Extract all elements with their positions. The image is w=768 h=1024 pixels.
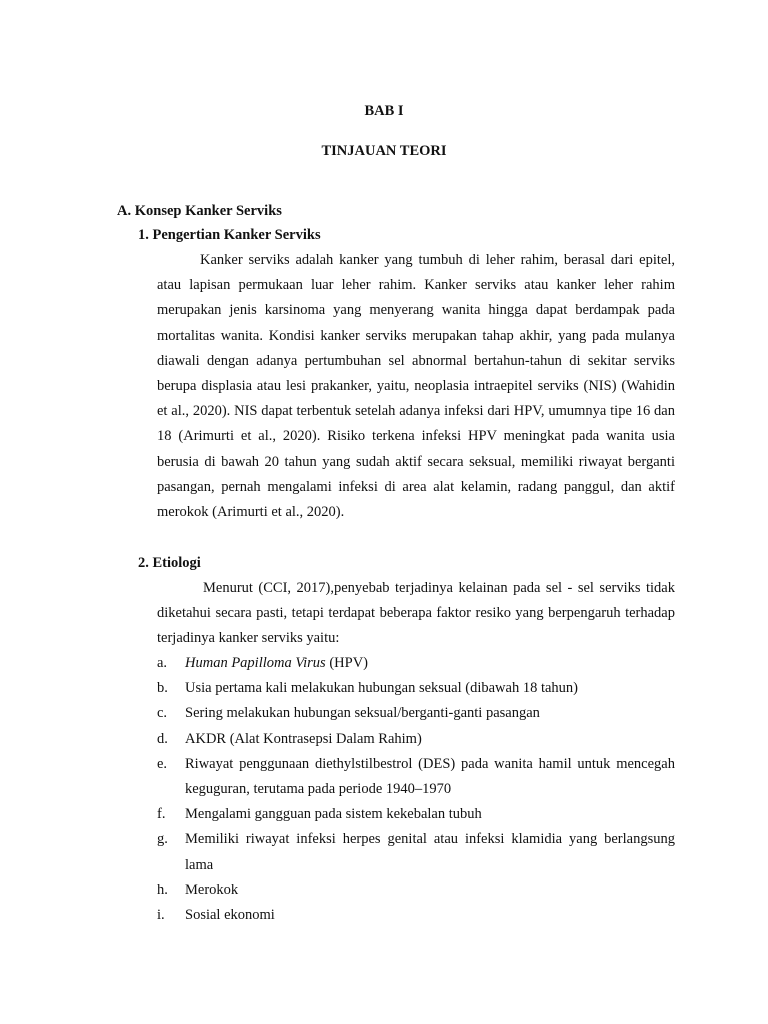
chapter-label: BAB I: [364, 103, 404, 119]
definition-paragraph: Kanker serviks adalah kanker yang tumbuh di leher rahim, berasal dari epitel, atau lapisan permukaan luar leher rahim. Kanker serviks atau kanker leher rahim merupakan jenis karsinoma yang menyerang wanita hingga dapat berdampak pada mortalitas wanita. Kondisi kanker serviks merupakan tahap akhir, yang pada mulanya diawali dengan adanya pertumbuhan sel abnormal bertahun-tahun di sekitar serviks berupa displasia atau lesi prakanker, yaitu, neoplasia intraepitel serviks (NIS) (Wahidin et al., 2020). NIS dapat terbentuk setelah adanya infeksi dari HPV, umumnya tipe 16 dan 18 (Arimurti et al., 2020). Risiko terkena infeksi HPV meningkat pada wanita usia berusia di bawah 20 tahun yang sudah aktif secara seksual, memiliki riwayat berganti pasangan, pernah mengalami infeksi di area alat kelamin, radang panggul, dan aktif merokok (Arimurti et al., 2020).: [157, 252, 675, 521]
list-item-text: AKDR (Alat Kontrasepsi Dalam Rahim): [185, 730, 422, 747]
list-item-text: Sosial ekonomi: [185, 907, 275, 924]
list-marker: a.: [157, 655, 168, 671]
list-marker: g.: [157, 831, 168, 848]
list-item: [157, 651, 675, 676]
list-marker: i.: [157, 907, 165, 924]
list-marker: d.: [157, 730, 168, 747]
list-marker: c.: [157, 705, 168, 722]
list-marker: b.: [157, 680, 168, 697]
list-item: [157, 903, 675, 928]
list-item-text: Usia pertama kali melakukan hubungan seksual (dibawah 18 tahun): [185, 680, 578, 697]
list-item: [157, 701, 675, 726]
list-item: [157, 752, 675, 802]
list-item: [157, 676, 675, 701]
etiology-paragraph: Menurut (CCI, 2017),penyebab terjadinya kelainan pada sel - sel serviks tidak diketahui secara pasti, tetapi terdapat beberapa faktor resiko yang berpengaruh terhadap terjadinya kanker serviks yaitu:: [157, 580, 675, 647]
list-marker: h.: [157, 881, 168, 898]
risk-factor-list: [157, 651, 675, 928]
chapter-title: TINJAUAN TEORI: [321, 143, 447, 159]
subsection-1-heading: 1. Pengertian Kanker Serviks: [138, 227, 321, 243]
list-item-suffix: (HPV): [325, 655, 368, 671]
list-item: [157, 878, 675, 903]
subsection-2-heading: 2. Etiologi: [138, 555, 201, 571]
list-item-text: Mengalami gangguan pada sistem kekebalan tubuh: [185, 806, 482, 823]
list-item-text: [185, 651, 675, 676]
list-item: [157, 827, 675, 877]
list-item-text: Memiliki riwayat infeksi herpes genital atau infeksi klamidia yang berlangsung lama: [185, 831, 675, 873]
list-marker: f.: [157, 806, 166, 823]
list-item-text: Merokok: [185, 881, 239, 898]
list-item: [157, 727, 675, 752]
list-item-text: Sering melakukan hubungan seksual/berganti-ganti pasangan: [185, 705, 540, 722]
list-item-text: Riwayat penggunaan diethylstilbestrol (DES) pada wanita hamil untuk mencegah keguguran, terutama pada periode 1940–1970: [185, 755, 675, 798]
italic-term: Human Papilloma Virus: [185, 655, 326, 671]
list-item: [157, 802, 675, 827]
section-a-heading: A. Konsep Kanker Serviks: [117, 203, 282, 219]
list-marker: e.: [157, 755, 168, 772]
